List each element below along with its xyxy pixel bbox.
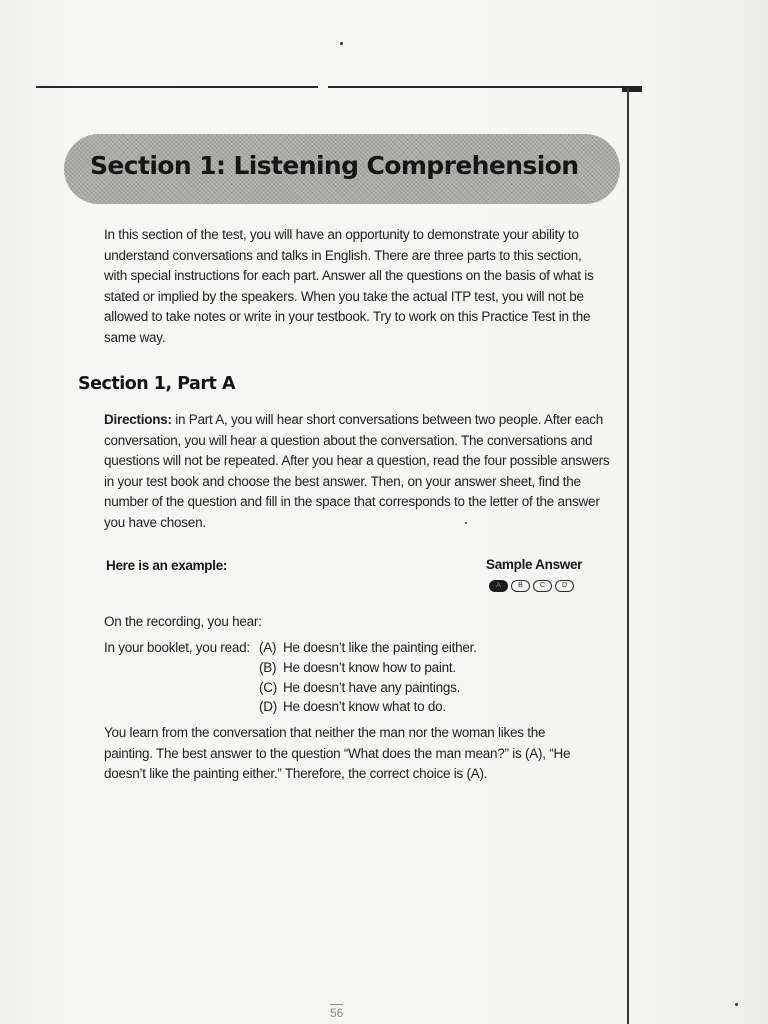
directions-label: Directions:	[104, 412, 172, 427]
answer-bubble-c: C	[533, 580, 552, 592]
directions-text: in Part A, you will hear short conversations between two people. After each conversation, you will hear a question about the conversation. The conversations and questions will not be repeated. After you hear a question, read the four possible answers in your test book and choose the best answer. Then, on your answer sheet, find the number of the question and fill in the space that corresponds to the letter of the answer you have chosen.	[104, 412, 610, 530]
option-text: He doesn’t know how to paint.	[283, 660, 456, 675]
page-number: 56	[330, 1006, 344, 1020]
booklet-line: In your booklet, you read:	[104, 640, 250, 655]
answer-bubble-a: A	[489, 580, 508, 592]
explanation-paragraph: You learn from the conversation that neither the man nor the woman likes the painting. The best answer to the question “What does the man mean?” is (A), “He doesn’t like the painting either.” Therefore, the correct choice is (A).	[104, 725, 571, 782]
answer-bubble-d: D	[555, 580, 574, 592]
option-c	[259, 680, 460, 695]
option-text: He doesn’t have any paintings.	[283, 680, 461, 695]
top-rule-tick	[622, 86, 642, 92]
option-letter: (B)	[259, 660, 277, 675]
option-a	[259, 640, 477, 655]
recording-line: On the recording, you hear:	[104, 614, 262, 629]
option-letter: (A)	[259, 640, 277, 655]
intro-paragraph: In this section of the test, you will have an opportunity to demonstrate your ability to understand conversations and talks in English. There are three parts to this section, with special instructions for each part. Answer all the questions on the basis of what is stated or implied by the speakers. When you take the actual ITP test, you will not be allowed to take notes or write in your testbook. Try to work on this Practice Test in the same way.	[104, 227, 594, 345]
option-letter: (C)	[259, 680, 277, 695]
sample-answer-label: Sample Answer	[486, 557, 583, 572]
section-title: Section 1: Listening Comprehension	[90, 151, 579, 180]
option-letter: (D)	[259, 699, 277, 714]
option-text: He doesn’t like the painting either.	[283, 640, 477, 655]
example-label: Here is an example:	[106, 558, 228, 573]
top-rule-right	[328, 86, 628, 88]
option-d	[259, 699, 446, 714]
answer-bubbles	[489, 580, 574, 594]
speck	[735, 1003, 738, 1006]
section-banner	[64, 134, 620, 204]
page-edge-rule	[627, 88, 629, 1024]
option-b	[259, 660, 456, 675]
directions-paragraph	[104, 410, 610, 534]
speck	[340, 42, 343, 45]
answer-bubble-b: B	[511, 580, 530, 592]
part-a-heading: Section 1, Part A	[78, 374, 235, 394]
option-text: He doesn’t know what to do.	[283, 699, 446, 714]
top-rule-left	[36, 86, 318, 88]
